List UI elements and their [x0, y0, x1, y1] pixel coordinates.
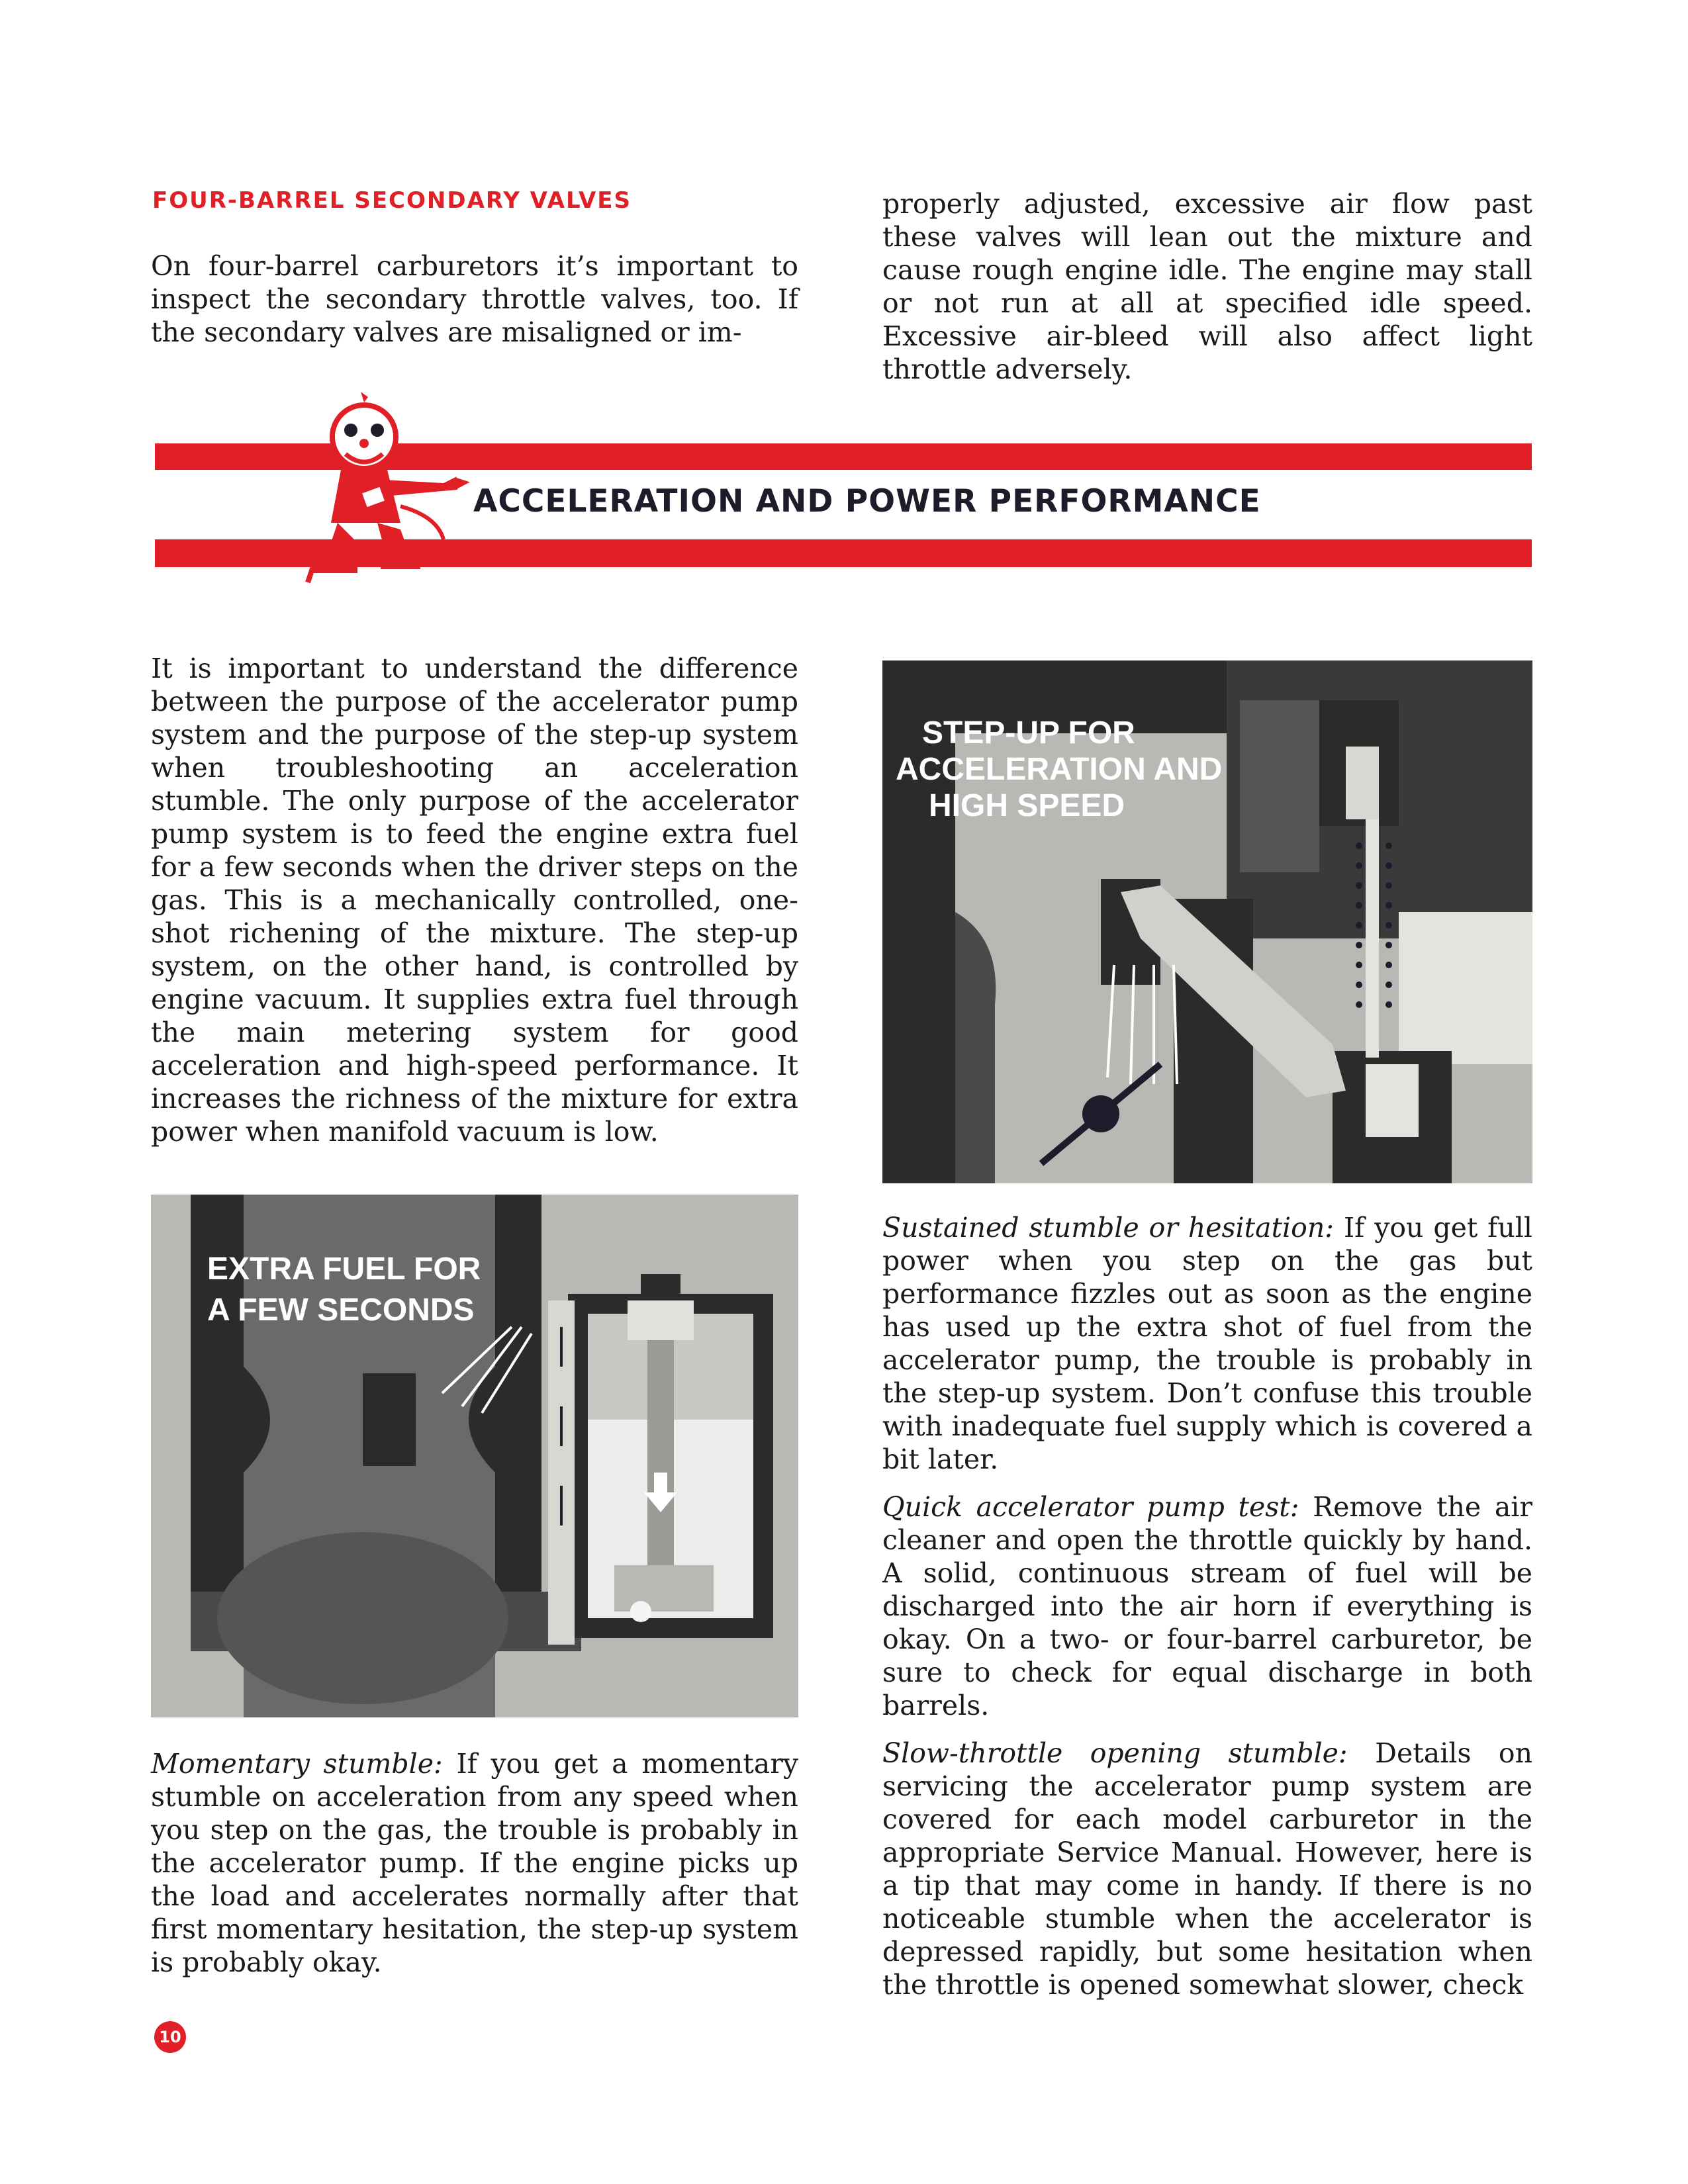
intro-text-block	[151, 652, 798, 1148]
stepup-caption-line3: HIGH SPEED	[929, 788, 1125, 823]
slow-throttle-text: Details on servicing the accelerator pump system are covered for each model carburetor in the appropriate Service Manual. However, here is a tip that may come in handy. If there is no noticeable stumble when the accelerator is depressed rapidly, but some hesitation when the throttle is opened somewhat slower, check	[882, 1737, 1532, 2001]
paragraph: It is important to understand the difference between the purpose of the accelerator pump system and the purpose of the step-up system when troubleshooting an acceleration stumble. The only purpose of the accelerator pump system is to feed the engine extra fuel for a few seconds when the driver steps on the gas. This is a mechanically controlled, one-shot richening of the mixture. The step-up system, on the other hand, is controlled by engine vacuum. It supplies extra fuel through the main metering system for good acceleration and high-speed performance. It increases the richness of the mixture for extra power when manifold vacuum is low.	[151, 653, 798, 1148]
stepup-caption-line2: ACCELERATION AND	[896, 752, 1223, 787]
page-number: 10	[154, 2021, 186, 2053]
extra-fuel-diagram	[151, 1195, 798, 1717]
banner-title: ACCELERATION AND POWER PERFORMANCE	[473, 483, 1261, 520]
extra-fuel-caption-line2: A FEW SECONDS	[207, 1293, 475, 1328]
quick-test-text: Remove the air cleaner and open the throttle quickly by hand. A solid, continuous stream of fuel will be discharged into the air horn if everything is okay. On a two- or four-barrel carburetor, be sure to check for equal discharge in both barrels.	[882, 1491, 1532, 1721]
paragraph: On four-barrel carburetors it’s important to inspect the secondary throttle valves, too. If the secondary valves are misaligned or im-	[151, 250, 798, 348]
stepup-diagram-svg	[882, 660, 1532, 1183]
sustained-stumble-text: If you get full power when you step on the gas but performance fizzles out as soon as the engine has used up the extra shot of fuel from the accelerator pump, the trouble is probably in the step-up system. Don’t confuse this trouble with inadequate fuel supply which is covered a bit later.	[882, 1212, 1532, 1475]
extra-fuel-caption-line1: EXTRA FUEL FOR	[207, 1251, 481, 1287]
stepup-diagram	[882, 660, 1532, 1183]
paragraph-slow-throttle	[882, 1737, 1532, 2001]
paragraph	[151, 1747, 798, 1979]
secondary-valves-text-left	[151, 250, 798, 349]
slow-throttle-lead: Slow-throttle opening stumble:	[882, 1737, 1348, 1769]
paragraph: properly adjusted, excessive air flow past these valves will lean out the mixture and cause rough engine idle. The engine may stall or not run at all at specified idle speed. Excessive air-bleed will also affect light throttle adversely.	[882, 188, 1532, 385]
sustained-stumble-lead: Sustained stumble or hesitation:	[882, 1212, 1335, 1244]
quick-test-lead: Quick accelerator pump test:	[882, 1491, 1299, 1523]
paragraph-sustained-stumble	[882, 1211, 1532, 1476]
paragraph-quick-test	[882, 1490, 1532, 1722]
secondary-valves-text-right	[882, 187, 1532, 386]
section-heading-secondary-valves: FOUR-BARREL SECONDARY VALVES	[152, 187, 632, 214]
momentary-stumble-text: If you get a momentary stumble on acceleration from any speed when you step on the gas, the trouble is probably in the accelerator pump. If the engine picks up the load and accelerates normally after that first momentary hesitation, the step-up system is probably okay.	[151, 1748, 798, 1978]
right-column-text	[882, 1211, 1532, 2001]
momentary-stumble-lead: Momentary stumble:	[151, 1748, 443, 1780]
mascot-illustration	[245, 390, 483, 589]
extra-fuel-diagram-svg	[151, 1195, 798, 1717]
stepup-caption-line1: STEP-UP FOR	[922, 715, 1135, 751]
momentary-stumble-block	[151, 1747, 798, 1979]
